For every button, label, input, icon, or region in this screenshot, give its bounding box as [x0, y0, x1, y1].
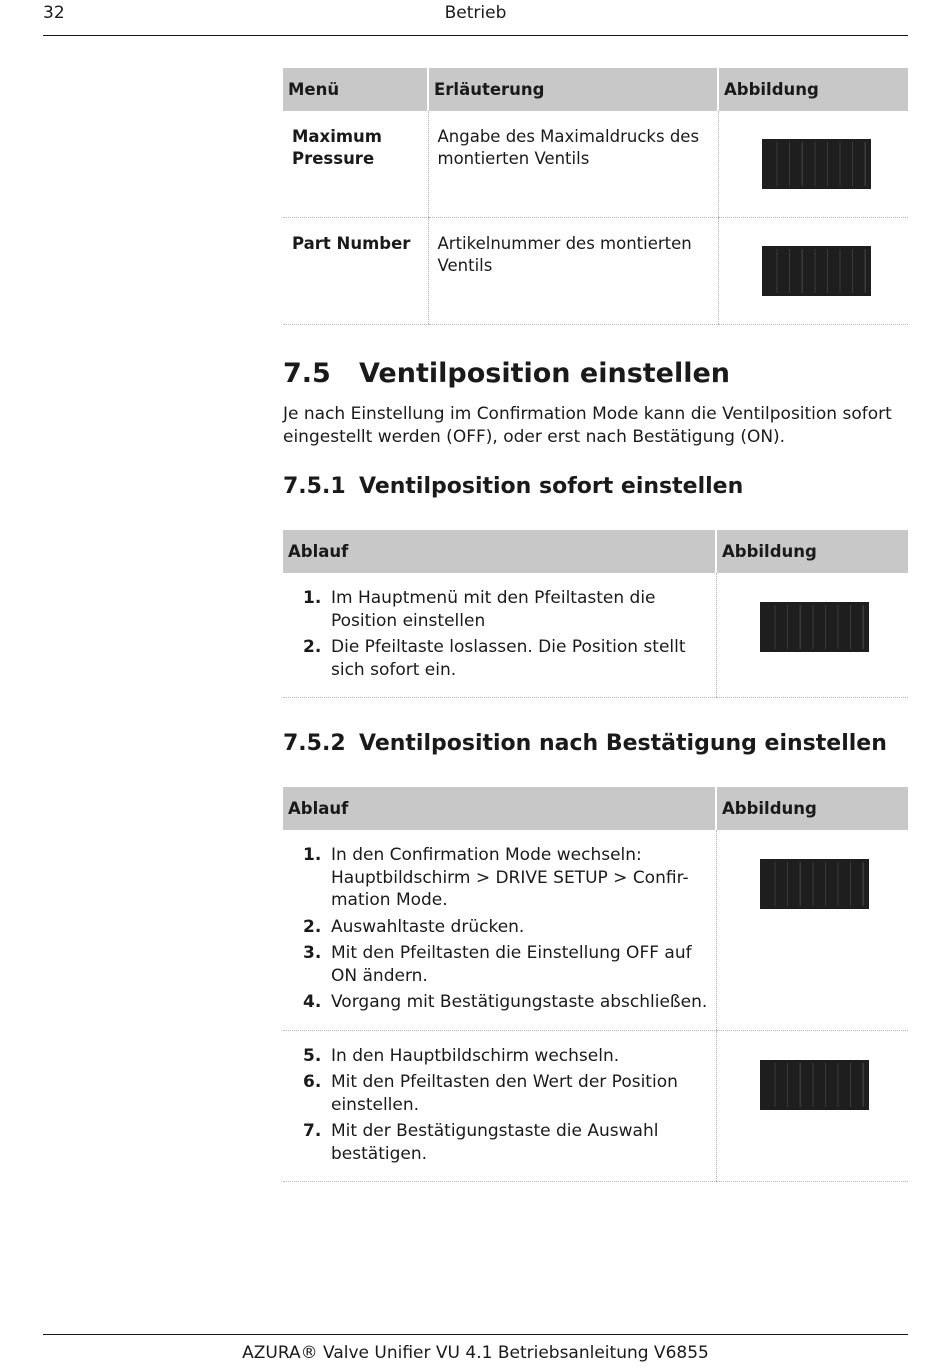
col-header-procedure: Ablauf	[283, 530, 716, 573]
page-header	[43, 0, 908, 36]
list-item	[303, 991, 710, 1014]
lcd-line	[764, 649, 865, 652]
lcd-text	[764, 1107, 865, 1110]
menu-description: Artikelnummer des montierten Ventils	[437, 233, 692, 275]
table-row	[283, 830, 908, 1030]
table-row	[283, 111, 908, 217]
step-number: 5.	[303, 1045, 322, 1066]
step-number: 4.	[303, 992, 322, 1012]
step-text: Auswahltaste drücken.	[331, 916, 525, 937]
step-number: 6.	[303, 1072, 322, 1092]
page-footer	[43, 1334, 908, 1363]
page-number: 32	[43, 3, 65, 23]
step-number: 2.	[303, 637, 322, 657]
col-header-figure: Abbildung	[716, 787, 908, 830]
lcd-display	[762, 246, 871, 296]
subsection-heading	[283, 474, 743, 499]
section-title: Ventilposition einstellen	[359, 358, 731, 389]
lcd-display	[760, 602, 869, 652]
lcd-display	[760, 1060, 869, 1110]
subsection-number: 7.5.2	[283, 731, 346, 756]
step-number: 3.	[303, 943, 322, 963]
lcd-text	[764, 649, 865, 652]
col-header-explanation: Erläuterung	[428, 68, 718, 111]
step-number: 1.	[303, 588, 322, 608]
lcd-display	[760, 859, 869, 909]
lcd-line	[764, 1107, 865, 1110]
list-item	[303, 1045, 710, 1068]
list-item	[303, 1120, 710, 1165]
lcd-display	[762, 139, 871, 189]
step-text: Mit den Pfeiltasten die Einstellung OFF auf ON ändern.	[331, 943, 692, 986]
lcd-line	[766, 186, 867, 189]
step-text: Vorgang mit Bestätigungstaste abschließen.	[331, 992, 708, 1012]
subsection-title: Ventilposition nach Bestätigung einstellen	[359, 731, 887, 756]
list-item	[303, 942, 710, 987]
step-number: 1.	[303, 845, 322, 865]
menu-description: Angabe des Maximaldrucks des montierten Ventils	[437, 127, 700, 168]
list-item	[303, 636, 710, 681]
section-heading	[283, 358, 730, 389]
step-list	[283, 830, 716, 1030]
subsection-heading	[283, 731, 887, 756]
table-row	[283, 573, 908, 698]
table-row	[283, 1030, 908, 1182]
table-row	[283, 217, 908, 324]
subsection-number: 7.5.1	[283, 474, 346, 499]
col-header-figure: Abbildung	[718, 68, 908, 111]
intro-paragraph: Je nach Einstellung im Confirmation Mode kann die Ventilposition sofort eingestellt werden (OFF), oder erst nach Bestätigung (ON).	[283, 404, 892, 447]
list-item	[303, 1071, 710, 1116]
col-header-procedure: Ablauf	[283, 787, 716, 830]
step-list	[283, 573, 716, 697]
step-text: Im Hauptmenü mit den Pfeiltasten die Position einstellen	[331, 588, 656, 631]
menu-name: Maximum Pressure	[292, 127, 382, 168]
step-number: 2.	[303, 916, 322, 937]
list-item	[303, 844, 710, 912]
step-text: Die Pfeiltaste loslassen. Die Position stellt sich sofort ein.	[331, 637, 686, 680]
lcd-line	[766, 293, 867, 296]
col-header-figure: Abbildung	[716, 530, 908, 573]
procedure-table	[283, 787, 908, 1182]
step-text: Mit der Bestätigungstaste die Auswahl bestätigen.	[331, 1121, 659, 1164]
procedure-table	[283, 530, 908, 698]
step-list	[283, 1031, 716, 1182]
step-text: Mit den Pfeiltasten den Wert der Position einstellen.	[331, 1072, 678, 1115]
subsection-title: Ventilposition sofort einstellen	[359, 474, 744, 499]
menu-name: Part Number	[292, 233, 411, 253]
step-number: 7.	[303, 1121, 322, 1141]
footer-text: AZURA® Valve Unifier VU 4.1 Betriebsanleitung V6855	[242, 1343, 709, 1363]
col-header-menu: Menü	[283, 68, 428, 111]
list-item	[303, 587, 710, 632]
lcd-line	[764, 906, 865, 909]
step-text: In den Hauptbildschirm wechseln.	[331, 1045, 620, 1066]
list-item	[303, 916, 710, 939]
menu-table	[283, 68, 908, 325]
chapter-title: Betrieb	[444, 3, 507, 23]
section-number: 7.5	[283, 358, 331, 389]
step-text: In den Confirmation Mode wechseln: Hauptbildschirm > DRIVE SETUP > Confir-mation Mode.	[331, 845, 689, 910]
